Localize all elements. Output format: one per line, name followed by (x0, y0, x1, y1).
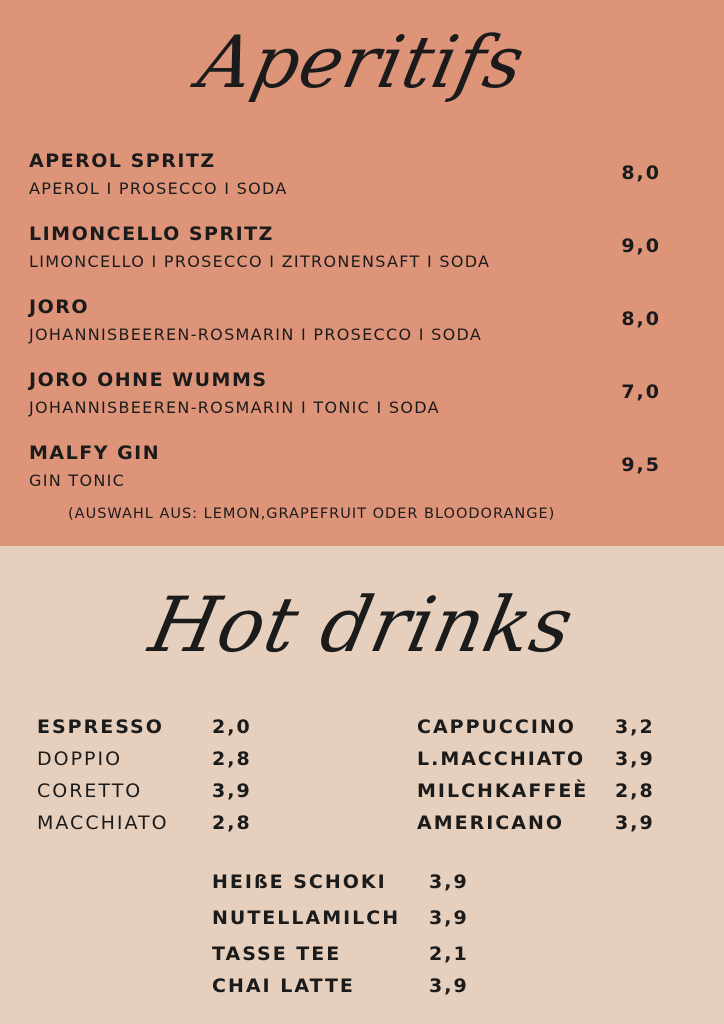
hot-drinks-title: Hot drinks (142, 580, 582, 669)
aperitifs-title: Aperitifs (191, 20, 533, 104)
drink-name: TASSE TEE (212, 943, 342, 965)
drink-name: L.MACCHIATO (417, 748, 586, 770)
drink-price: 3,9 (212, 780, 252, 802)
gin-selection-note: (AUSWAHL AUS: LEMON,GRAPEFRUIT ODER BLOODORANGE) (68, 506, 556, 522)
item-description: JOHANNISBEEREN-ROSMARIN I TONIC I SODA (29, 398, 440, 417)
drink-price: 2,8 (212, 748, 252, 770)
item-description: GIN TONIC (29, 471, 126, 490)
drink-price: 2,8 (615, 780, 655, 802)
item-name: LIMONCELLO SPRITZ (29, 223, 274, 245)
drink-price: 3,9 (615, 748, 655, 770)
drink-name: NUTELLAMILCH (212, 907, 401, 929)
item-price: 7,0 (621, 381, 661, 403)
drink-price: 3,9 (429, 907, 469, 929)
item-description: LIMONCELLO I PROSECCO I ZITRONENSAFT I SODA (29, 252, 491, 271)
item-description: JOHANNISBEEREN-ROSMARIN I PROSECCO I SODA (29, 325, 483, 344)
item-description: APEROL I PROSECCO I SODA (29, 179, 288, 198)
drink-price: 3,9 (429, 975, 469, 997)
item-price: 8,0 (621, 308, 661, 330)
drink-price: 3,9 (429, 871, 469, 893)
menu-item (29, 369, 669, 417)
drink-name: ESPRESSO (37, 716, 164, 738)
drink-price: 3,2 (615, 716, 655, 738)
menu-item (29, 442, 669, 490)
item-name: APEROL SPRITZ (29, 150, 216, 172)
menu-item (29, 150, 669, 198)
drink-name: CHAI LATTE (212, 975, 355, 997)
item-price: 8,0 (621, 162, 661, 184)
drink-name: MILCHKAFFEÈ (417, 780, 589, 802)
item-name: JORO OHNE WUMMS (29, 369, 268, 391)
item-name: MALFY GIN (29, 442, 161, 464)
drink-name: AMERICANO (417, 812, 564, 834)
drink-price: 3,9 (615, 812, 655, 834)
menu-item (29, 296, 669, 344)
drink-price: 2,0 (212, 716, 252, 738)
menu-item (29, 223, 669, 271)
drink-name: CAPPUCCINO (417, 716, 576, 738)
item-price: 9,5 (621, 454, 661, 476)
drink-name: MACCHIATO (37, 812, 169, 834)
item-price: 9,0 (621, 235, 661, 257)
drink-name: DOPPIO (37, 748, 123, 770)
item-name: JORO (29, 296, 90, 318)
drink-name: CORETTO (37, 780, 143, 802)
drink-price: 2,8 (212, 812, 252, 834)
drink-price: 2,1 (429, 943, 469, 965)
drink-name: HEIßE SCHOKI (212, 871, 387, 893)
